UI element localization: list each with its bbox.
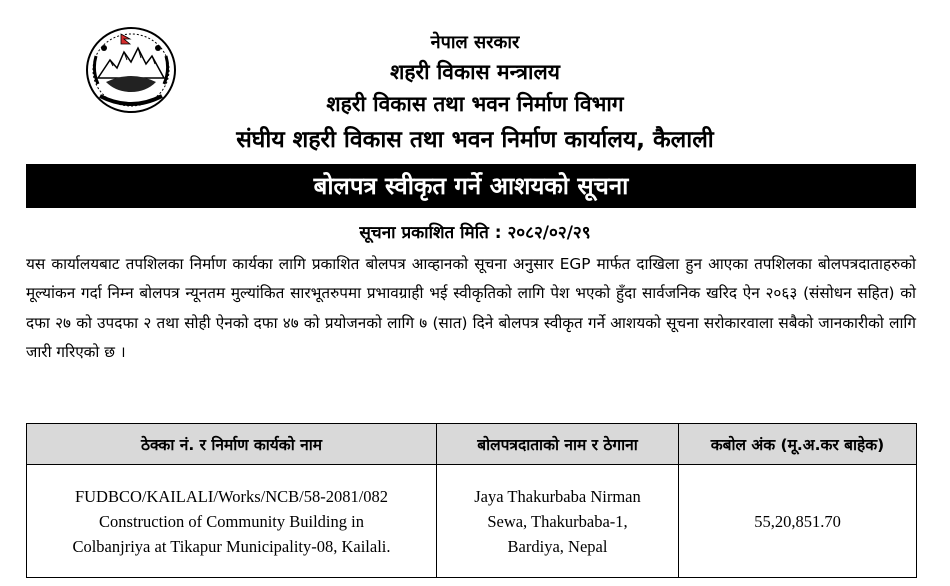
- table-header-row: [27, 424, 917, 465]
- published-date: सूचना प्रकाशित मिति : २०८२/०२/२९: [359, 223, 591, 243]
- department-name: शहरी विकास तथा भवन निर्माण विभाग: [326, 92, 624, 116]
- bidder-line-3: Bardiya, Nepal: [507, 536, 608, 556]
- contract-cell: [27, 465, 437, 578]
- column-header-amount: कबोल अंक (मू.अ.कर बाहेक): [679, 424, 917, 465]
- notice-body: यस कार्यालयबाट तपशिलका निर्माण कार्यका लागि प्रकाशित बोलपत्र आव्हानको सूचना अनुसार EGP मार्फत दाखिला हुन आएका तपशिलका बोलपत्रदाताहरुको मूल्यांकन गर्दा निम्न बोलपत्र न्यूनतम मुल्यांकित सारभूतरुपमा प्रभावग्राही भई स्वीकृतिको लागि पेश भएको हुँदा सार्वजनिक खरिद ऐन २०६३ (संसोधन सहित) को दफा २७ को उपदफा २ तथा सोही ऐनको दफा ४७ को प्रयोजनको लागि ७ (सात) दिने बोलपत्र स्वीकृत गर्ने आशयको सूचना सरोकारवाला सबैको जानकारीको लागि जारी गरिएको छ ।: [26, 255, 916, 362]
- bidder-line-2: Sewa, Thakurbaba-1,: [487, 511, 628, 531]
- government-name: नेपाल सरकार: [430, 32, 520, 53]
- bid-amount: 55,20,851.70: [679, 465, 917, 578]
- ministry-name: शहरी विकास मन्त्रालय: [390, 60, 560, 84]
- work-name-line-1: Construction of Community Building in: [99, 511, 364, 531]
- award-table: [26, 423, 917, 578]
- office-name: संघीय शहरी विकास तथा भवन निर्माण कार्यालय, कैलाली: [236, 127, 714, 153]
- table-row: [27, 465, 917, 578]
- bidder-cell: [437, 465, 679, 578]
- column-header-contract: ठेक्का नं. र निर्माण कार्यको नाम: [27, 424, 437, 465]
- contract-number: FUDBCO/KAILALI/Works/NCB/58-2081/082: [74, 486, 389, 506]
- column-header-bidder: बोलपत्रदाताको नाम र ठेगाना: [437, 424, 679, 465]
- bidder-line-1: Jaya Thakurbaba Nirman: [474, 486, 641, 506]
- work-name-line-2: Colbanjriya at Tikapur Municipality-08, Kailali.: [72, 536, 391, 556]
- notice-title-banner: बोलपत्र स्वीकृत गर्ने आशयको सूचना: [26, 164, 916, 208]
